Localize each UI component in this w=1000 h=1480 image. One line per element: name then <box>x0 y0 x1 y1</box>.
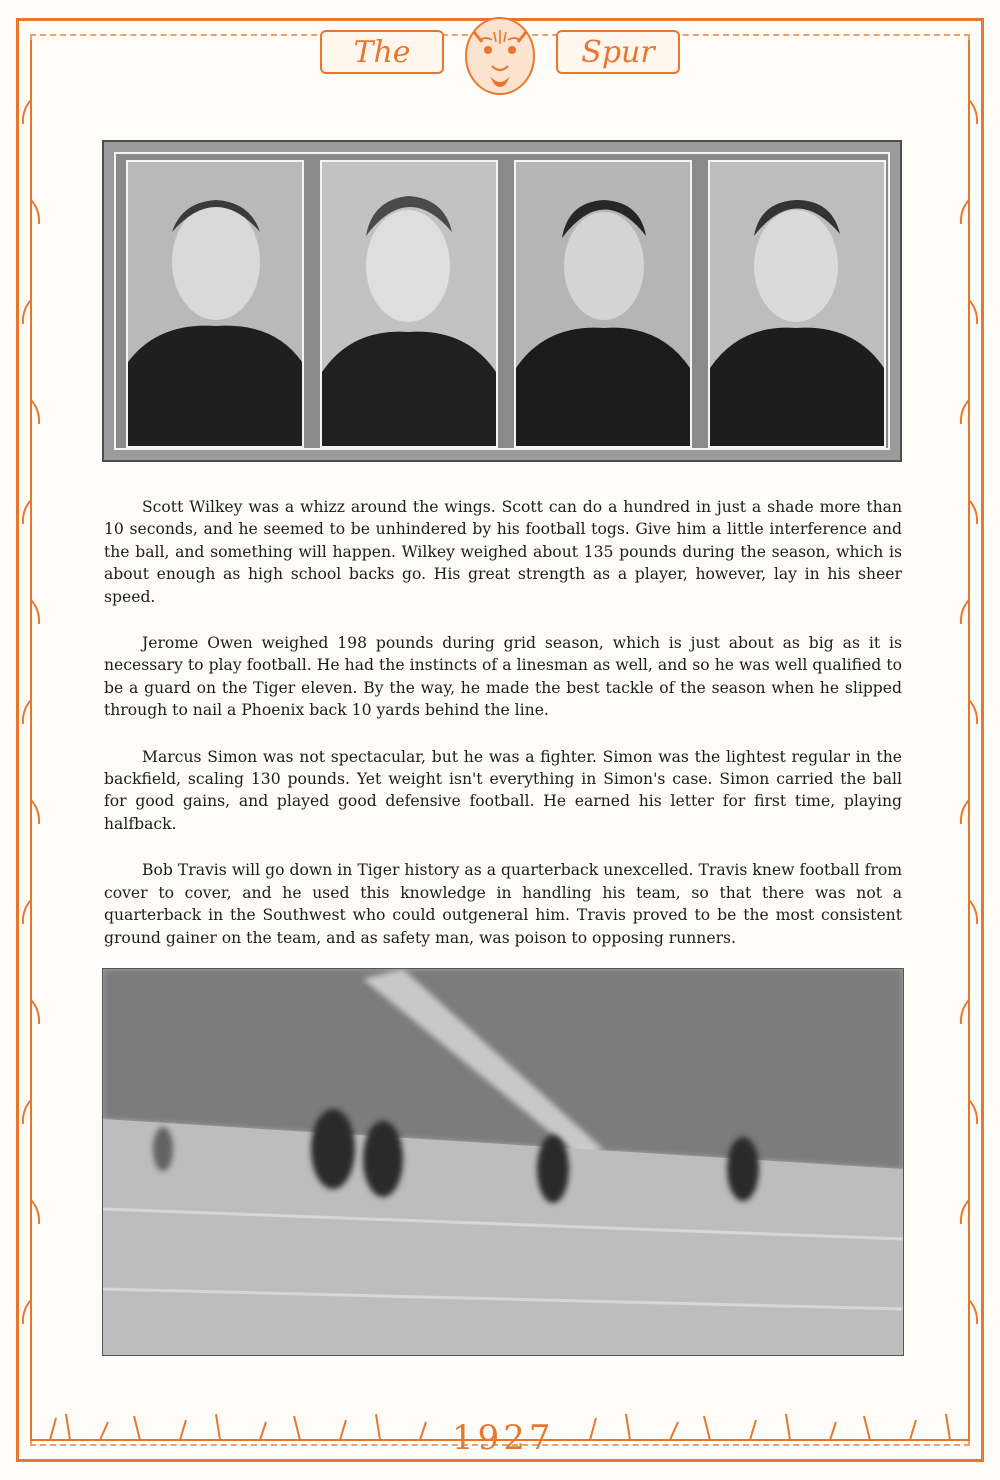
header-title-right: Spur <box>556 30 680 74</box>
header-title-left: The <box>320 30 444 74</box>
paragraph-simon: Marcus Simon was not spectacular, but he was a fighter. Simon was the lightest regular in the backfield, scaling 130 pounds. Yet weight isn't everything in Simon's case. Simon carried the ball for good gains, and played good defensive football. He earned his letter for first time, playing halfback. <box>104 747 902 833</box>
paragraph-travis: Bob Travis will go down in Tiger history as a quarterback unexcelled. Travis knew football from cover to cover, and he used this knowledge in handling his team, so that there was not a quarterback in the Southwest who could outgeneral him. Travis proved to be the most consistent ground gainer on the team, and as safety man, was poison to opposing runners. <box>104 861 902 947</box>
portrait-strip <box>102 140 902 462</box>
portrait-1 <box>126 160 304 448</box>
tiger-head-icon <box>460 12 540 104</box>
portrait-4 <box>708 160 886 448</box>
left-vine-ornament <box>20 40 42 1440</box>
footer-year: 1927 <box>452 1418 555 1458</box>
paragraph-wilkey: Scott Wilkey was a whizz around the wings. Scott can do a hundred in just a shade more than 10 seconds, and he seemed to be unhindered by his football togs. Give him a little interference and the ball, and something will happen. Wilkey weighed about 135 pounds during the season, which is about enough as high school backs go. His great strength as a player, however, lay in his sheer speed. <box>104 498 902 606</box>
paragraph-owen: Jerome Owen weighed 198 pounds during grid season, which is just about as big as it is necessary to play football. He had the instincts of a linesman as well, and so he was well qualified to be a guard on the Tiger eleven. By the way, he made the best tackle of the season when he slipped through to nail a Phoenix back 10 yards behind the line. <box>104 634 902 720</box>
article-body <box>104 496 902 973</box>
football-field-scene <box>103 969 903 1355</box>
portrait-2 <box>320 160 498 448</box>
football-action-photo <box>102 968 904 1356</box>
right-vine-ornament <box>958 40 980 1440</box>
page-header <box>320 12 680 104</box>
portrait-3 <box>514 160 692 448</box>
